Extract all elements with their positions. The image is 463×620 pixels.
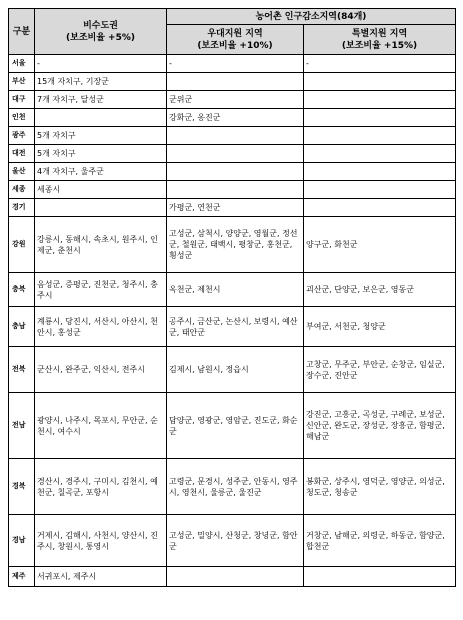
region-cell: 대구	[9, 91, 35, 109]
priority-cell: 강화군, 옹진군	[167, 109, 304, 127]
priority-cell: 고령군, 문경시, 성주군, 안동시, 영주시, 영천시, 울릉군, 울진군	[167, 459, 304, 515]
non-metro-cell: 4개 자치구, 울주군	[35, 163, 167, 181]
priority-cell: 군위군	[167, 91, 304, 109]
region-cell: 경기	[9, 199, 35, 217]
non-metro-cell: 5개 자치구	[35, 127, 167, 145]
table-row	[9, 515, 456, 567]
header-non-metro-label: 비수도권	[83, 20, 118, 31]
region-cell: 대전	[9, 145, 35, 163]
priority-cell	[167, 127, 304, 145]
header-special-label: 특별지원 지역	[351, 28, 408, 39]
non-metro-cell: 군산시, 완주군, 익산시, 전주시	[35, 347, 167, 393]
priority-cell: 가평군, 연천군	[167, 199, 304, 217]
table-row	[9, 91, 456, 109]
non-metro-cell	[35, 199, 167, 217]
priority-cell: 담양군, 영광군, 영암군, 진도군, 화순군	[167, 393, 304, 459]
table-row	[9, 109, 456, 127]
region-cell: 전남	[9, 393, 35, 459]
special-cell	[304, 91, 456, 109]
non-metro-cell: 세종시	[35, 181, 167, 199]
region-cell: 제주	[9, 567, 35, 587]
table-row	[9, 347, 456, 393]
priority-cell	[167, 181, 304, 199]
region-cell: 강원	[9, 217, 35, 273]
non-metro-cell: 강릉시, 동해시, 속초시, 원주시, 인제군, 춘천시	[35, 217, 167, 273]
region-cell: 경남	[9, 515, 35, 567]
region-cell: 전북	[9, 347, 35, 393]
header-priority	[167, 25, 304, 55]
special-cell: 거창군, 남해군, 의령군, 하동군, 함양군, 합천군	[304, 515, 456, 567]
table-row	[9, 393, 456, 459]
table-row	[9, 73, 456, 91]
non-metro-cell: -	[35, 55, 167, 73]
priority-cell: 김제시, 남원시, 정읍시	[167, 347, 304, 393]
non-metro-cell: 15개 자치구, 기장군	[35, 73, 167, 91]
table-row	[9, 181, 456, 199]
header-decline-group: 농어촌 인구감소지역(84개)	[167, 9, 456, 25]
priority-cell	[167, 163, 304, 181]
header-special-rate: (보조비율 +15%)	[341, 40, 418, 51]
region-subsidy-table	[8, 8, 456, 587]
special-cell	[304, 199, 456, 217]
non-metro-cell: 5개 자치구	[35, 145, 167, 163]
priority-cell: 공주시, 금산군, 논산시, 보령시, 예산군, 태안군	[167, 307, 304, 347]
non-metro-cell: 경산시, 경주시, 구미시, 김천시, 예천군, 칠곡군, 포항시	[35, 459, 167, 515]
non-metro-cell: 광양시, 나주시, 목포시, 무안군, 순천시, 여수시	[35, 393, 167, 459]
header-region: 구분	[9, 9, 35, 55]
special-cell	[304, 567, 456, 587]
region-cell: 경북	[9, 459, 35, 515]
header-priority-rate: (보조비율 +10%)	[197, 40, 273, 51]
special-cell: -	[304, 55, 456, 73]
table-row	[9, 163, 456, 181]
region-cell: 광주	[9, 127, 35, 145]
table-row	[9, 127, 456, 145]
non-metro-cell: 계룡시, 당진시, 서산시, 아산시, 천안시, 홍성군	[35, 307, 167, 347]
table-row	[9, 273, 456, 307]
special-cell	[304, 181, 456, 199]
table-row	[9, 55, 456, 73]
non-metro-cell: 음성군, 증평군, 진천군, 청주시, 충주시	[35, 273, 167, 307]
header-priority-label: 우대지원 지역	[207, 28, 263, 39]
region-cell: 인천	[9, 109, 35, 127]
header-special	[304, 25, 456, 55]
table-row	[9, 567, 456, 587]
table-row	[9, 459, 456, 515]
special-cell: 양구군, 화천군	[304, 217, 456, 273]
table-row	[9, 217, 456, 273]
region-cell: 충북	[9, 273, 35, 307]
special-cell	[304, 163, 456, 181]
table-row	[9, 145, 456, 163]
priority-cell: 고성군, 밀양시, 산청군, 창녕군, 함안군	[167, 515, 304, 567]
special-cell: 괴산군, 단양군, 보은군, 영동군	[304, 273, 456, 307]
special-cell: 강진군, 고흥군, 곡성군, 구례군, 보성군, 신안군, 완도군, 장성군, 장흥군, 함평군, 해남군	[304, 393, 456, 459]
priority-cell: -	[167, 55, 304, 73]
special-cell	[304, 127, 456, 145]
special-cell	[304, 109, 456, 127]
priority-cell	[167, 73, 304, 91]
table-row	[9, 199, 456, 217]
non-metro-cell: 서귀포시, 제주시	[35, 567, 167, 587]
special-cell: 부여군, 서천군, 청양군	[304, 307, 456, 347]
non-metro-cell: 7개 자치구, 달성군	[35, 91, 167, 109]
special-cell	[304, 73, 456, 91]
header-non-metro-rate: (보조비율 +5%)	[66, 32, 135, 43]
special-cell: 봉화군, 상주시, 영덕군, 영양군, 의성군, 청도군, 청송군	[304, 459, 456, 515]
priority-cell: 옥천군, 제천시	[167, 273, 304, 307]
non-metro-cell	[35, 109, 167, 127]
header-non-metro	[35, 9, 167, 55]
region-cell: 울산	[9, 163, 35, 181]
priority-cell: 고성군, 삼척시, 양양군, 영월군, 정선군, 철원군, 태백시, 평창군, 홍천군, 횡성군	[167, 217, 304, 273]
special-cell	[304, 145, 456, 163]
region-cell: 서울	[9, 55, 35, 73]
non-metro-cell: 거제시, 김해시, 사천시, 양산시, 진주시, 창원시, 통영시	[35, 515, 167, 567]
region-cell: 충남	[9, 307, 35, 347]
priority-cell	[167, 567, 304, 587]
region-cell: 세종	[9, 181, 35, 199]
priority-cell	[167, 145, 304, 163]
special-cell: 고창군, 무주군, 부안군, 순창군, 임실군, 장수군, 진안군	[304, 347, 456, 393]
region-cell: 부산	[9, 73, 35, 91]
table-row	[9, 307, 456, 347]
